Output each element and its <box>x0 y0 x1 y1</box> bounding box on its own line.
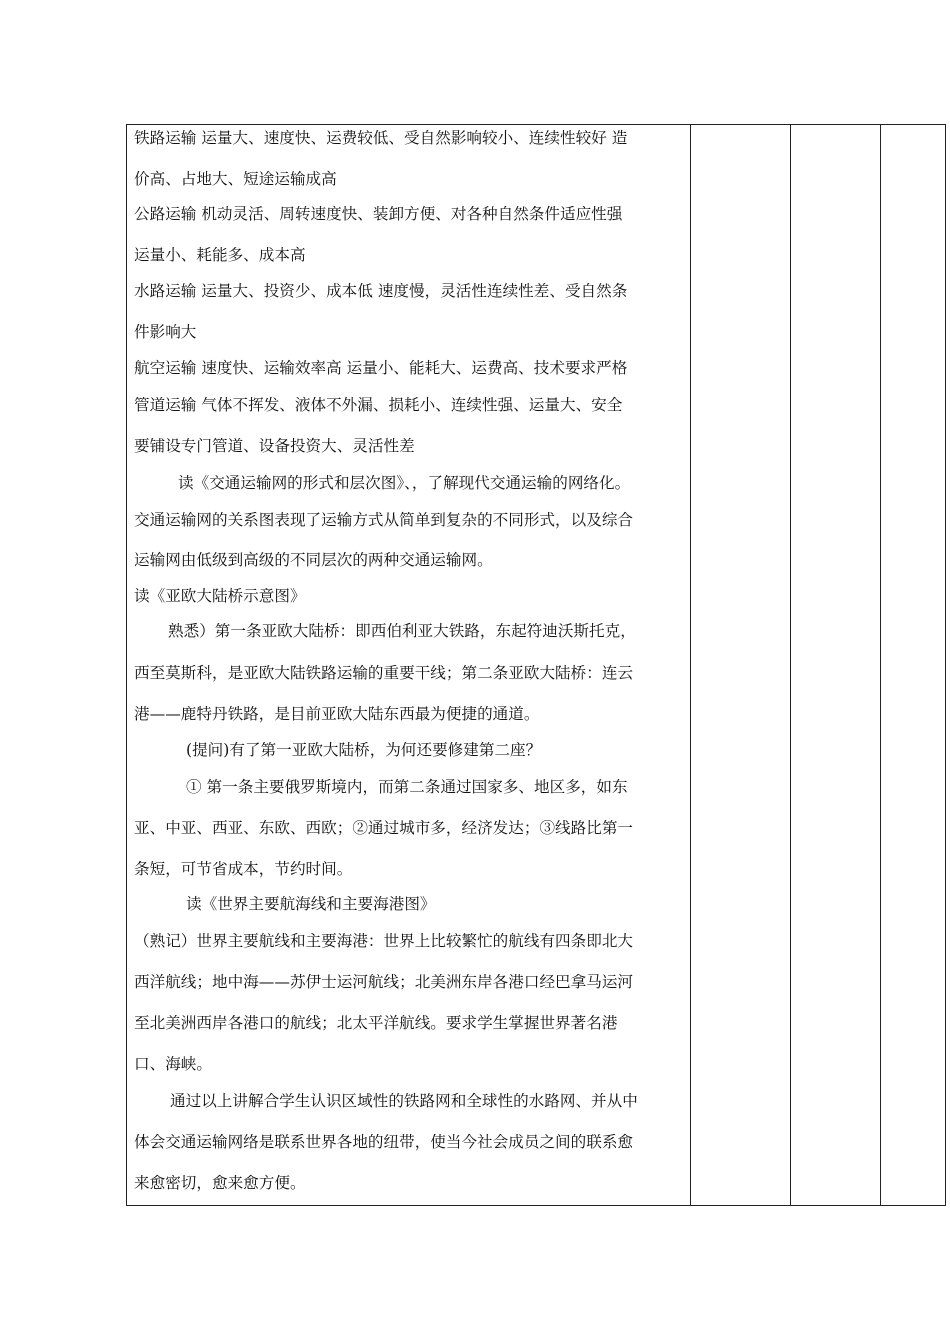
text-line: 熟悉）第一条亚欧大陆桥：即西伯利亚大铁路，东起符迪沃斯托克， <box>168 622 636 640</box>
text-line: 条短，可节省成本，节约时间。 <box>134 860 353 878</box>
text-line: 亚、中亚、西亚、东欧、西欧；②通过城市多，经济发达；③线路比第一 <box>134 819 634 837</box>
text-line: 读《亚欧大陆桥示意图》 <box>134 587 306 605</box>
text-line: 西洋航线；地中海——苏伊士运河航线；北美洲东岸各港口经巴拿马运河 <box>134 973 634 991</box>
text-line: 公路运输 机动灵活、周转速度快、装卸方便、对各种自然条件适应性强 <box>134 205 623 223</box>
text-line: 西至莫斯科，是亚欧大陆铁路运输的重要干线；第二条亚欧大陆桥：连云 <box>134 664 634 682</box>
text-line: 铁路运输 运量大、速度快、运费较低、受自然影响较小、连续性较好 造 <box>134 129 628 147</box>
text-line: 口、海峡。 <box>134 1055 212 1073</box>
column-divider <box>690 124 691 1206</box>
text-line: ① 第一条主要俄罗斯境内，而第二条通过国家多、地区多，如东 <box>186 778 628 796</box>
text-line: 水路运输 运量大、投资少、成本低 速度慢，灵活性连续性差、受自然条 <box>134 282 628 300</box>
text-line: (提问)有了第一亚欧大陆桥，为何还要修建第二座？ <box>186 741 542 759</box>
text-line: 运量小、耗能多、成本高 <box>134 246 306 264</box>
text-line: 价高、占地大、短途运输成高 <box>134 170 337 188</box>
text-line: 航空运输 速度快、运输效率高 运量小、能耗大、运费高、技术要求严格 <box>134 359 628 377</box>
text-line: 通过以上讲解合学生认识区域性的铁路网和全球性的水路网、并从中 <box>170 1092 638 1110</box>
text-line: 运输网由低级到高级的不同层次的两种交通运输网。 <box>134 551 493 569</box>
column-divider <box>790 124 791 1206</box>
text-line: 至北美洲西岸各港口的航线；北太平洋航线。要求学生掌握世界著名港 <box>134 1014 618 1032</box>
text-line: 体会交通运输网络是联系世界各地的纽带，使当今社会成员之间的联系愈 <box>134 1133 634 1151</box>
text-line: 件影响大 <box>134 323 197 341</box>
text-line: 要铺设专门管道、设备投资大、灵活性差 <box>134 437 415 455</box>
text-line: 读《交通运输网的形式和层次图》、，了解现代交通运输的网络化。 <box>178 474 631 492</box>
text-line: （熟记）世界主要航线和主要海港：世界上比较繁忙的航线有四条即北大 <box>134 932 634 950</box>
text-line: 读《世界主要航海线和主要海港图》 <box>186 895 436 913</box>
text-line: 港——鹿特丹铁路，是目前亚欧大陆东西最为便捷的通道。 <box>134 705 540 723</box>
column-divider <box>880 124 881 1206</box>
text-line: 交通运输网的关系图表现了运输方式从简单到复杂的不同形式，以及综合 <box>134 511 634 529</box>
text-line: 管道运输 气体不挥发、液体不外漏、损耗小、连续性强、运量大、安全 <box>134 396 623 414</box>
text-line: 来愈密切，愈来愈方便。 <box>134 1174 306 1192</box>
